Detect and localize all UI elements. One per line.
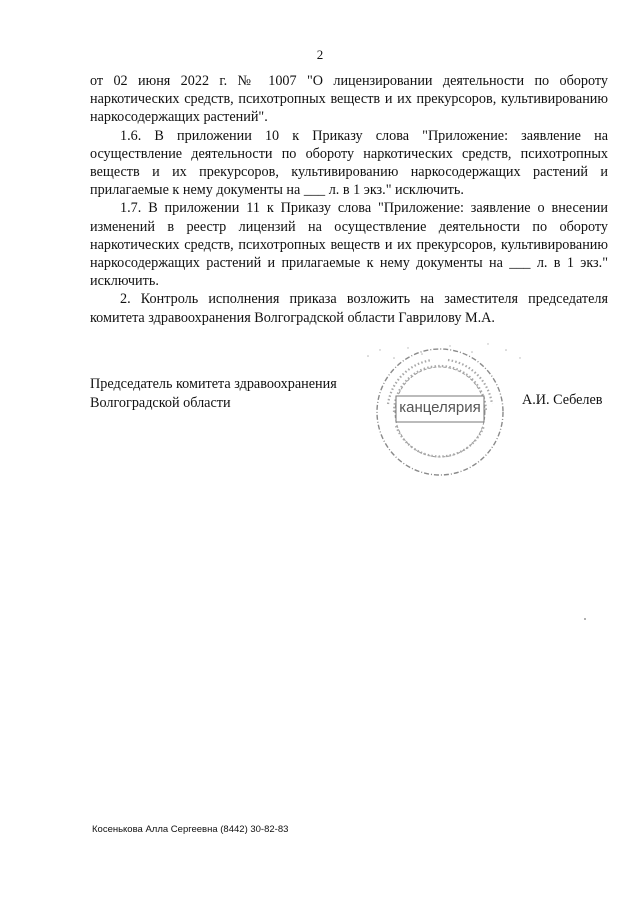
scan-speck <box>584 618 586 620</box>
stamp-center-text: канцелярия <box>399 399 481 416</box>
paragraph-item-2: 2. Контроль исполнения приказа возложить на заместителя председателя комитета здравоохранения Волгоградской области Гаврилову М.А. <box>90 291 608 326</box>
paragraph-item-1-7: 1.7. В приложении 11 к Приказу слова "Приложение: заявление о внесении изменений в реестр лицензий на осуществление деятельности по обороту наркотических средств, психотропных веществ и их прекурсоров, культивированию наркосодержащих растений и прилагаемые к нему документы на ___ л. в 1 экз." исключить. <box>90 200 608 290</box>
signature-title-line-1: Председатель комитета здравоохранения <box>90 376 337 392</box>
page-number: 2 <box>316 47 324 62</box>
signature-title-line-2: Волгоградской области <box>90 394 231 411</box>
document-body <box>90 72 608 327</box>
signature-title <box>90 375 337 412</box>
paragraph-item-1-6: 1.6. В приложении 10 к Приказу слова "Приложение: заявление на осуществление деятельности по обороту наркотических средств, психотропных веществ и их прекурсоров, культивированию наркосодержащих растений и прилагаемые к нему документы на ___ л. в 1 экз." исключить. <box>90 127 608 199</box>
executor-footer: Косенькова Алла Сергеевна (8442) 30-82-83 <box>92 824 289 835</box>
signature-name: А.И. Себелев <box>522 392 603 408</box>
paragraph-continuation: от 02 июня 2022 г. № 1007 "О лицензировании деятельности по обороту наркотических средств, психотропных веществ и их прекурсоров, культивированию наркосодержащих растений". <box>90 73 608 126</box>
